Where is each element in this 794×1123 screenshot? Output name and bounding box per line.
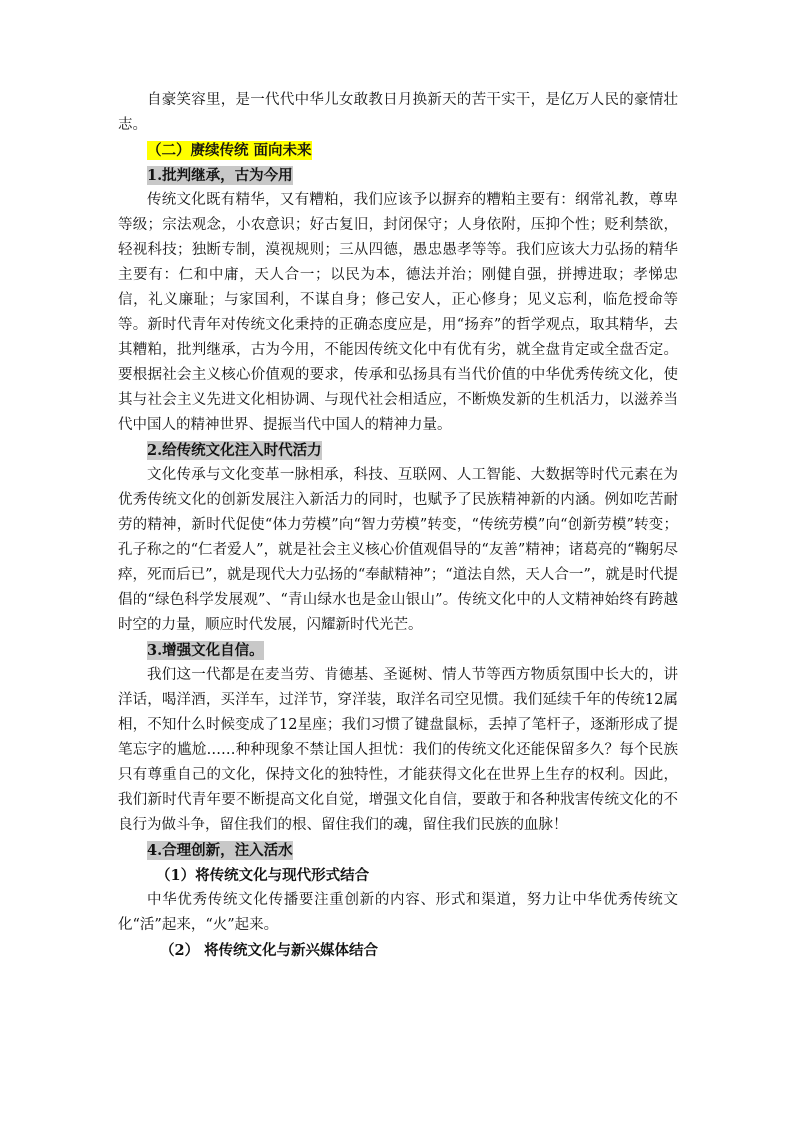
document-body bbox=[118, 88, 678, 963]
subheading-2 bbox=[118, 438, 678, 463]
subheading-2-text: 2.给传统文化注入时代活力 bbox=[147, 442, 322, 459]
subheading-3-text: 3.增强文化自信。 bbox=[147, 642, 264, 659]
paragraph-3: 我们这一代都是在麦当劳、肯德基、圣诞树、情人节等西方物质氛围中长大的，讲洋话，喝洋酒，买洋车，过洋节，穿洋装，取洋名司空见惯。我们延续千年的传统12属相，不知什么时候变成了12星座；我们习惯了键盘鼠标，丢掉了笔杆子，逐渐形成了提笔忘字的尴尬……种种现象不禁让国人担忧：我们的传统文化还能保留多久？每个民族只有尊重自己的文化，保持文化的独特性，才能获得文化在世界上生存的权利。因此，我们新时代青年要不断提高文化自觉，增强文化自信，要敢于和各种戕害传统文化的不良行为做斗争，留住我们的根、留住我们的魂，留住我们民族的血脉！ bbox=[118, 667, 678, 833]
sub-item-2-number: （2） bbox=[160, 942, 200, 959]
sub-item-2-heading bbox=[118, 938, 678, 963]
intro-paragraph: 自豪笑容里，是一代代中华儿女敢教日月换新天的苦干实干，是亿万人民的豪情壮志。 bbox=[118, 92, 678, 133]
subheading-4-text: 4.合理创新，注入活水 bbox=[147, 842, 293, 859]
paragraph-1: 传统文化既有精华，又有糟粕，我们应该予以摒弃的糟粕主要有：纲常礼教，尊卑等级；宗法观念，小农意识；好古复旧，封闭保守；人身依附，压抑个性；贬利禁欲，轻视科技；独断专制，漠视规则；三从四德，愚忠愚孝等等。我们应该大力弘扬的精华主要有：仁和中庸，天人合一；以民为本，德法并治；刚健自强，拼搏进取；孝悌忠信，礼义廉耻；与家国利，不谋自身；修己安人，正心修身；见义忘利，临危授命等等。新时代青年对传统文化秉持的正确态度应是，用“扬弃”的哲学观点，取其精华，去其糟粕，批判继承，古为今用，不能因传统文化中有优有劣，就全盘肯定或全盘否定。要根据社会主义核心价值观的要求，传承和弘扬具有当代价值的中华优秀传统文化，使其与社会主义先进文化相协调、与现代社会相适应，不断焕发新的生机活力，以滋养当代中国人的精神世界、提振当代中国人的精神力量。 bbox=[118, 192, 678, 433]
section-heading bbox=[118, 138, 678, 163]
paragraph-2: 文化传承与文化变革一脉相承，科技、互联网、人工智能、大数据等时代元素在为优秀传统文化的创新发展注入新活力的同时，也赋予了民族精神新的内涵。例如吃苦耐劳的精神，新时代促使“体力劳模”向“智力劳模”转变，“传统劳模”向“创新劳模”转变；孔子称之的“仁者爱人”，就是社会主义核心价值观倡导的“友善”精神；诸葛亮的“鞠躬尽瘁，死而后已”，就是现代大力弘扬的“奉献精神”；“道法自然，天人合一”，就是时代提倡的“绿色科学发展观”、“青山绿水也是金山银山”。传统文化中的人文精神始终有跨越时空的力量，顺应时代发展，闪耀新时代光芒。 bbox=[118, 467, 678, 633]
subheading-1 bbox=[118, 163, 678, 188]
paragraph-4: 中华优秀传统文化传播要注重创新的内容、形式和渠道，努力让中华优秀传统文化“活”起来，“火”起来。 bbox=[118, 892, 678, 933]
subheading-1-text: 1.批判继承，古为今用 bbox=[147, 167, 293, 184]
sub-item-1-heading: （1）将传统文化与现代形式结合 bbox=[156, 867, 370, 884]
section-heading-text: （二）赓续传统 面向未来 bbox=[147, 142, 312, 159]
sub-item-2-text: 将传统文化与新兴媒体结合 bbox=[204, 942, 378, 959]
subheading-3 bbox=[118, 638, 678, 663]
subheading-4 bbox=[118, 838, 678, 863]
